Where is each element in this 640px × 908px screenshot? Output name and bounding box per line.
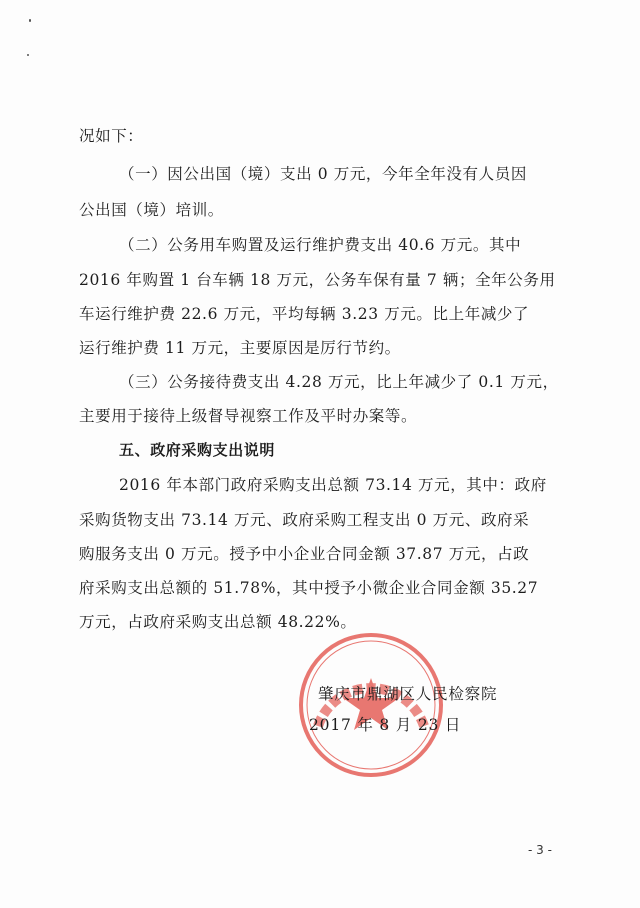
signature-date: 2017 年 8 月 23 日 bbox=[309, 716, 462, 734]
text-line: 车运行维护费 22.6 万元，平均每辆 3.23 万元。比上年减少了 bbox=[79, 305, 530, 323]
text-line: 运行维护费 11 万元，主要原因是厉行节约。 bbox=[79, 339, 401, 357]
scan-speck bbox=[29, 19, 31, 22]
scan-speck bbox=[27, 54, 29, 56]
text-line: （二）公务用车购置及运行维护费支出 40.6 万元。其中 bbox=[119, 236, 522, 254]
section-heading: 五、政府采购支出说明 bbox=[119, 441, 276, 459]
text-line: （一）因公出国（境）支出 0 万元，今年全年没有人员因 bbox=[119, 165, 527, 183]
text-line: 主要用于接待上级督导视察工作及平时办案等。 bbox=[79, 407, 418, 425]
signature-organization: 肇庆市鼎湖区人民检察院 bbox=[318, 685, 498, 703]
text-line: 公出国（境）培训。 bbox=[79, 201, 224, 219]
text-line: 采购货物支出 73.14 万元、政府采购工程支出 0 万元、政府采 bbox=[79, 511, 530, 529]
page-number: - 3 - bbox=[528, 843, 552, 857]
text-line: 2016 年本部门政府采购支出总额 73.14 万元，其中：政府 bbox=[119, 476, 547, 494]
text-line: （三）公务接待费支出 4.28 万元，比上年减少了 0.1 万元， bbox=[119, 373, 559, 391]
official-seal bbox=[296, 630, 446, 780]
text-line: 万元，占政府采购支出总额 48.22%。 bbox=[79, 613, 357, 631]
text-line: 购服务支出 0 万元。授予中小企业合同金额 37.87 万元，占政 bbox=[79, 545, 530, 563]
text-line: 府采购支出总额的 51.78%，其中授予小微企业合同金额 35.27 bbox=[79, 579, 539, 597]
text-line: 况如下： bbox=[79, 127, 144, 145]
text-line: 2016 年购置 1 台车辆 18 万元，公务车保有量 7 辆；全年公务用 bbox=[79, 271, 556, 289]
